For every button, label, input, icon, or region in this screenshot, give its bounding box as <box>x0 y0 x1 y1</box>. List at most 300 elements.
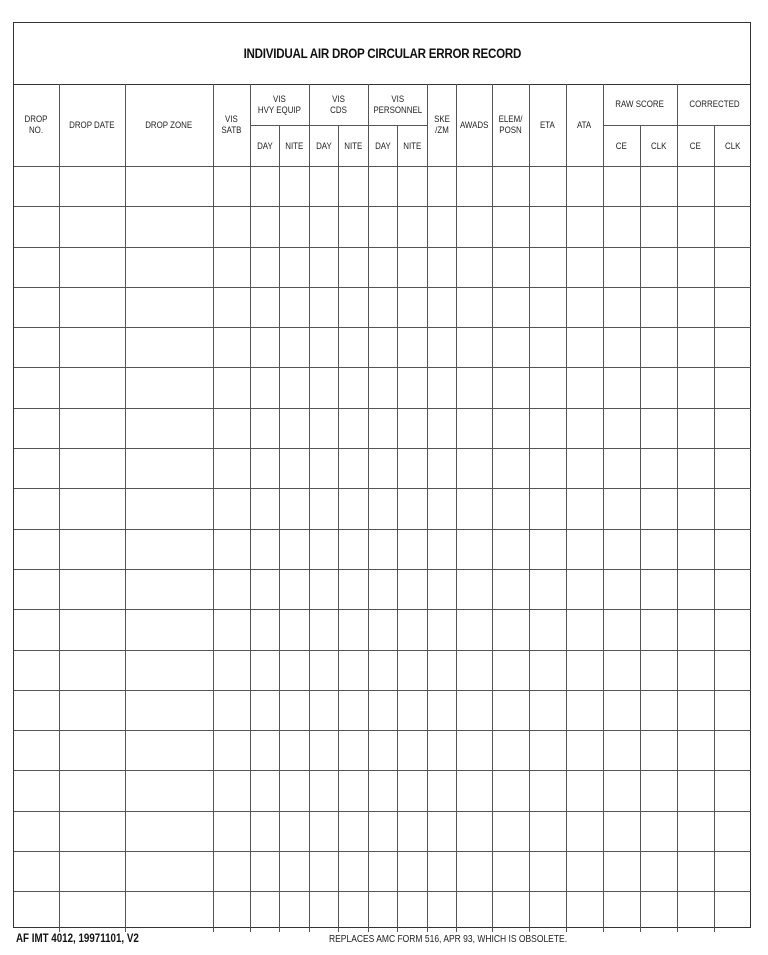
cell-eta[interactable] <box>529 328 566 368</box>
cell-ata[interactable] <box>566 650 603 690</box>
cell-ske-zm[interactable] <box>427 690 456 730</box>
cell-corrected-clk[interactable] <box>714 408 751 448</box>
cell-cds-day[interactable] <box>309 569 338 609</box>
cell-drop-zone[interactable] <box>125 449 213 489</box>
cell-raw-clk[interactable] <box>640 408 677 448</box>
cell-vis-satb[interactable] <box>213 328 250 368</box>
cell-drop-zone[interactable] <box>125 852 213 892</box>
cell-cds-nite[interactable] <box>338 408 368 448</box>
cell-personnel-nite[interactable] <box>397 489 427 529</box>
cell-cds-day[interactable] <box>309 207 338 247</box>
cell-cds-nite[interactable] <box>338 529 368 569</box>
cell-eta[interactable] <box>529 489 566 529</box>
cell-drop-date[interactable] <box>59 489 125 529</box>
cell-personnel-nite[interactable] <box>397 852 427 892</box>
cell-drop-no[interactable] <box>14 449 59 489</box>
cell-corrected-clk[interactable] <box>714 690 751 730</box>
cell-ata[interactable] <box>566 489 603 529</box>
cell-awads[interactable] <box>456 610 492 650</box>
cell-elem-posn[interactable] <box>492 771 529 811</box>
cell-personnel-nite[interactable] <box>397 368 427 408</box>
cell-drop-no[interactable] <box>14 852 59 892</box>
cell-cds-nite[interactable] <box>338 771 368 811</box>
cell-cds-day[interactable] <box>309 731 338 771</box>
cell-hvy-equip-day[interactable] <box>250 731 279 771</box>
cell-awads[interactable] <box>456 368 492 408</box>
cell-personnel-day[interactable] <box>368 610 397 650</box>
cell-corrected-ce[interactable] <box>677 449 714 489</box>
cell-awads[interactable] <box>456 690 492 730</box>
cell-raw-ce[interactable] <box>603 408 640 448</box>
cell-ske-zm[interactable] <box>427 892 456 932</box>
cell-ata[interactable] <box>566 529 603 569</box>
cell-ata[interactable] <box>566 690 603 730</box>
cell-drop-no[interactable] <box>14 892 59 932</box>
cell-drop-zone[interactable] <box>125 408 213 448</box>
cell-elem-posn[interactable] <box>492 328 529 368</box>
cell-ske-zm[interactable] <box>427 731 456 771</box>
cell-awads[interactable] <box>456 408 492 448</box>
cell-eta[interactable] <box>529 731 566 771</box>
cell-corrected-ce[interactable] <box>677 368 714 408</box>
cell-raw-clk[interactable] <box>640 449 677 489</box>
cell-personnel-nite[interactable] <box>397 610 427 650</box>
cell-eta[interactable] <box>529 650 566 690</box>
cell-awads[interactable] <box>456 207 492 247</box>
cell-drop-no[interactable] <box>14 287 59 327</box>
cell-drop-no[interactable] <box>14 247 59 287</box>
cell-ske-zm[interactable] <box>427 811 456 851</box>
cell-drop-zone[interactable] <box>125 489 213 529</box>
cell-awads[interactable] <box>456 247 492 287</box>
cell-raw-ce[interactable] <box>603 529 640 569</box>
cell-hvy-equip-nite[interactable] <box>279 408 309 448</box>
cell-awads[interactable] <box>456 489 492 529</box>
cell-vis-satb[interactable] <box>213 529 250 569</box>
cell-corrected-clk[interactable] <box>714 771 751 811</box>
cell-eta[interactable] <box>529 167 566 207</box>
cell-elem-posn[interactable] <box>492 167 529 207</box>
cell-corrected-clk[interactable] <box>714 569 751 609</box>
cell-eta[interactable] <box>529 368 566 408</box>
cell-drop-date[interactable] <box>59 811 125 851</box>
cell-vis-satb[interactable] <box>213 207 250 247</box>
cell-hvy-equip-nite[interactable] <box>279 690 309 730</box>
cell-raw-clk[interactable] <box>640 852 677 892</box>
cell-elem-posn[interactable] <box>492 449 529 489</box>
cell-raw-clk[interactable] <box>640 368 677 408</box>
cell-eta[interactable] <box>529 771 566 811</box>
cell-corrected-clk[interactable] <box>714 852 751 892</box>
cell-hvy-equip-day[interactable] <box>250 489 279 529</box>
cell-raw-ce[interactable] <box>603 287 640 327</box>
cell-awads[interactable] <box>456 167 492 207</box>
cell-cds-nite[interactable] <box>338 167 368 207</box>
cell-elem-posn[interactable] <box>492 529 529 569</box>
cell-hvy-equip-nite[interactable] <box>279 852 309 892</box>
cell-vis-satb[interactable] <box>213 489 250 529</box>
cell-elem-posn[interactable] <box>492 368 529 408</box>
cell-corrected-clk[interactable] <box>714 449 751 489</box>
cell-drop-date[interactable] <box>59 731 125 771</box>
cell-cds-day[interactable] <box>309 610 338 650</box>
cell-personnel-nite[interactable] <box>397 650 427 690</box>
cell-eta[interactable] <box>529 247 566 287</box>
cell-drop-no[interactable] <box>14 207 59 247</box>
cell-eta[interactable] <box>529 690 566 730</box>
cell-drop-no[interactable] <box>14 328 59 368</box>
cell-cds-nite[interactable] <box>338 731 368 771</box>
cell-awads[interactable] <box>456 731 492 771</box>
cell-drop-date[interactable] <box>59 167 125 207</box>
cell-raw-clk[interactable] <box>640 690 677 730</box>
cell-cds-day[interactable] <box>309 328 338 368</box>
cell-drop-no[interactable] <box>14 690 59 730</box>
cell-vis-satb[interactable] <box>213 167 250 207</box>
cell-cds-nite[interactable] <box>338 610 368 650</box>
cell-elem-posn[interactable] <box>492 650 529 690</box>
cell-vis-satb[interactable] <box>213 368 250 408</box>
cell-corrected-clk[interactable] <box>714 892 751 932</box>
cell-elem-posn[interactable] <box>492 852 529 892</box>
cell-corrected-clk[interactable] <box>714 610 751 650</box>
cell-ske-zm[interactable] <box>427 287 456 327</box>
cell-cds-nite[interactable] <box>338 811 368 851</box>
cell-raw-ce[interactable] <box>603 610 640 650</box>
cell-personnel-day[interactable] <box>368 650 397 690</box>
cell-vis-satb[interactable] <box>213 408 250 448</box>
cell-drop-no[interactable] <box>14 771 59 811</box>
cell-cds-day[interactable] <box>309 771 338 811</box>
cell-cds-day[interactable] <box>309 690 338 730</box>
cell-corrected-clk[interactable] <box>714 731 751 771</box>
cell-ata[interactable] <box>566 328 603 368</box>
cell-awads[interactable] <box>456 287 492 327</box>
cell-raw-ce[interactable] <box>603 650 640 690</box>
cell-drop-no[interactable] <box>14 489 59 529</box>
cell-vis-satb[interactable] <box>213 287 250 327</box>
cell-hvy-equip-nite[interactable] <box>279 731 309 771</box>
cell-hvy-equip-day[interactable] <box>250 207 279 247</box>
cell-eta[interactable] <box>529 287 566 327</box>
cell-personnel-day[interactable] <box>368 167 397 207</box>
cell-ske-zm[interactable] <box>427 207 456 247</box>
cell-raw-ce[interactable] <box>603 207 640 247</box>
cell-corrected-clk[interactable] <box>714 287 751 327</box>
cell-ata[interactable] <box>566 569 603 609</box>
cell-personnel-day[interactable] <box>368 690 397 730</box>
cell-raw-ce[interactable] <box>603 690 640 730</box>
cell-corrected-clk[interactable] <box>714 247 751 287</box>
cell-personnel-nite[interactable] <box>397 449 427 489</box>
cell-corrected-ce[interactable] <box>677 529 714 569</box>
cell-awads[interactable] <box>456 650 492 690</box>
cell-vis-satb[interactable] <box>213 569 250 609</box>
cell-eta[interactable] <box>529 408 566 448</box>
cell-corrected-clk[interactable] <box>714 529 751 569</box>
cell-drop-date[interactable] <box>59 892 125 932</box>
cell-raw-clk[interactable] <box>640 287 677 327</box>
cell-corrected-ce[interactable] <box>677 489 714 529</box>
cell-ata[interactable] <box>566 449 603 489</box>
cell-ske-zm[interactable] <box>427 569 456 609</box>
cell-drop-no[interactable] <box>14 811 59 851</box>
cell-hvy-equip-day[interactable] <box>250 610 279 650</box>
cell-ata[interactable] <box>566 247 603 287</box>
cell-raw-clk[interactable] <box>640 731 677 771</box>
cell-hvy-equip-nite[interactable] <box>279 328 309 368</box>
cell-drop-zone[interactable] <box>125 569 213 609</box>
cell-cds-day[interactable] <box>309 408 338 448</box>
cell-raw-clk[interactable] <box>640 489 677 529</box>
cell-raw-ce[interactable] <box>603 167 640 207</box>
cell-personnel-day[interactable] <box>368 569 397 609</box>
cell-personnel-nite[interactable] <box>397 328 427 368</box>
cell-ske-zm[interactable] <box>427 852 456 892</box>
cell-ata[interactable] <box>566 610 603 650</box>
cell-raw-ce[interactable] <box>603 852 640 892</box>
cell-personnel-nite[interactable] <box>397 690 427 730</box>
cell-raw-ce[interactable] <box>603 328 640 368</box>
cell-corrected-ce[interactable] <box>677 892 714 932</box>
cell-ata[interactable] <box>566 207 603 247</box>
cell-corrected-ce[interactable] <box>677 569 714 609</box>
cell-drop-no[interactable] <box>14 408 59 448</box>
cell-eta[interactable] <box>529 529 566 569</box>
cell-personnel-nite[interactable] <box>397 247 427 287</box>
cell-elem-posn[interactable] <box>492 287 529 327</box>
cell-hvy-equip-nite[interactable] <box>279 569 309 609</box>
cell-elem-posn[interactable] <box>492 731 529 771</box>
cell-corrected-ce[interactable] <box>677 328 714 368</box>
cell-personnel-day[interactable] <box>368 207 397 247</box>
cell-personnel-day[interactable] <box>368 731 397 771</box>
cell-corrected-ce[interactable] <box>677 207 714 247</box>
cell-ata[interactable] <box>566 852 603 892</box>
cell-ata[interactable] <box>566 811 603 851</box>
cell-drop-no[interactable] <box>14 610 59 650</box>
cell-hvy-equip-day[interactable] <box>250 408 279 448</box>
cell-drop-date[interactable] <box>59 529 125 569</box>
cell-drop-zone[interactable] <box>125 731 213 771</box>
cell-drop-zone[interactable] <box>125 167 213 207</box>
cell-personnel-nite[interactable] <box>397 167 427 207</box>
cell-cds-nite[interactable] <box>338 207 368 247</box>
cell-personnel-nite[interactable] <box>397 771 427 811</box>
cell-cds-nite[interactable] <box>338 852 368 892</box>
cell-drop-no[interactable] <box>14 650 59 690</box>
cell-personnel-nite[interactable] <box>397 892 427 932</box>
cell-corrected-clk[interactable] <box>714 368 751 408</box>
cell-personnel-day[interactable] <box>368 287 397 327</box>
cell-vis-satb[interactable] <box>213 731 250 771</box>
cell-cds-nite[interactable] <box>338 287 368 327</box>
cell-elem-posn[interactable] <box>492 569 529 609</box>
cell-cds-nite[interactable] <box>338 247 368 287</box>
cell-personnel-day[interactable] <box>368 449 397 489</box>
cell-awads[interactable] <box>456 852 492 892</box>
cell-corrected-ce[interactable] <box>677 247 714 287</box>
cell-raw-ce[interactable] <box>603 449 640 489</box>
cell-corrected-clk[interactable] <box>714 811 751 851</box>
cell-hvy-equip-nite[interactable] <box>279 771 309 811</box>
cell-drop-no[interactable] <box>14 167 59 207</box>
cell-awads[interactable] <box>456 449 492 489</box>
cell-raw-clk[interactable] <box>640 167 677 207</box>
cell-cds-day[interactable] <box>309 449 338 489</box>
cell-corrected-ce[interactable] <box>677 771 714 811</box>
cell-drop-no[interactable] <box>14 529 59 569</box>
cell-hvy-equip-nite[interactable] <box>279 650 309 690</box>
cell-cds-nite[interactable] <box>338 328 368 368</box>
cell-ske-zm[interactable] <box>427 368 456 408</box>
cell-corrected-ce[interactable] <box>677 408 714 448</box>
cell-raw-clk[interactable] <box>640 771 677 811</box>
cell-personnel-day[interactable] <box>368 892 397 932</box>
cell-personnel-day[interactable] <box>368 529 397 569</box>
cell-corrected-ce[interactable] <box>677 650 714 690</box>
cell-cds-day[interactable] <box>309 167 338 207</box>
cell-drop-no[interactable] <box>14 368 59 408</box>
cell-ata[interactable] <box>566 892 603 932</box>
cell-ske-zm[interactable] <box>427 408 456 448</box>
cell-raw-ce[interactable] <box>603 771 640 811</box>
cell-ata[interactable] <box>566 408 603 448</box>
cell-drop-zone[interactable] <box>125 690 213 730</box>
cell-corrected-ce[interactable] <box>677 731 714 771</box>
cell-cds-day[interactable] <box>309 852 338 892</box>
cell-raw-ce[interactable] <box>603 892 640 932</box>
cell-personnel-nite[interactable] <box>397 731 427 771</box>
cell-hvy-equip-nite[interactable] <box>279 247 309 287</box>
cell-cds-nite[interactable] <box>338 489 368 529</box>
cell-drop-zone[interactable] <box>125 650 213 690</box>
cell-hvy-equip-nite[interactable] <box>279 892 309 932</box>
cell-raw-clk[interactable] <box>640 650 677 690</box>
cell-drop-date[interactable] <box>59 287 125 327</box>
cell-raw-clk[interactable] <box>640 529 677 569</box>
cell-ata[interactable] <box>566 167 603 207</box>
cell-personnel-nite[interactable] <box>397 207 427 247</box>
cell-cds-day[interactable] <box>309 287 338 327</box>
cell-eta[interactable] <box>529 610 566 650</box>
cell-personnel-day[interactable] <box>368 328 397 368</box>
cell-drop-zone[interactable] <box>125 368 213 408</box>
cell-hvy-equip-day[interactable] <box>250 650 279 690</box>
cell-cds-nite[interactable] <box>338 449 368 489</box>
cell-awads[interactable] <box>456 529 492 569</box>
cell-hvy-equip-nite[interactable] <box>279 167 309 207</box>
cell-hvy-equip-nite[interactable] <box>279 449 309 489</box>
cell-drop-date[interactable] <box>59 690 125 730</box>
cell-vis-satb[interactable] <box>213 892 250 932</box>
cell-elem-posn[interactable] <box>492 247 529 287</box>
cell-awads[interactable] <box>456 811 492 851</box>
cell-personnel-day[interactable] <box>368 771 397 811</box>
cell-ata[interactable] <box>566 771 603 811</box>
cell-cds-nite[interactable] <box>338 690 368 730</box>
cell-elem-posn[interactable] <box>492 690 529 730</box>
cell-raw-ce[interactable] <box>603 569 640 609</box>
cell-hvy-equip-day[interactable] <box>250 247 279 287</box>
cell-eta[interactable] <box>529 811 566 851</box>
cell-drop-zone[interactable] <box>125 287 213 327</box>
cell-cds-day[interactable] <box>309 650 338 690</box>
cell-raw-ce[interactable] <box>603 811 640 851</box>
cell-raw-clk[interactable] <box>640 247 677 287</box>
cell-drop-date[interactable] <box>59 368 125 408</box>
cell-personnel-nite[interactable] <box>397 811 427 851</box>
cell-personnel-nite[interactable] <box>397 529 427 569</box>
cell-drop-date[interactable] <box>59 852 125 892</box>
cell-hvy-equip-nite[interactable] <box>279 811 309 851</box>
cell-raw-clk[interactable] <box>640 811 677 851</box>
cell-raw-ce[interactable] <box>603 731 640 771</box>
cell-elem-posn[interactable] <box>492 489 529 529</box>
cell-hvy-equip-day[interactable] <box>250 328 279 368</box>
cell-hvy-equip-nite[interactable] <box>279 368 309 408</box>
cell-cds-nite[interactable] <box>338 368 368 408</box>
cell-corrected-ce[interactable] <box>677 690 714 730</box>
cell-personnel-nite[interactable] <box>397 569 427 609</box>
cell-ske-zm[interactable] <box>427 449 456 489</box>
cell-cds-day[interactable] <box>309 892 338 932</box>
cell-ske-zm[interactable] <box>427 529 456 569</box>
cell-drop-date[interactable] <box>59 247 125 287</box>
cell-hvy-equip-nite[interactable] <box>279 529 309 569</box>
cell-cds-day[interactable] <box>309 368 338 408</box>
cell-eta[interactable] <box>529 892 566 932</box>
cell-awads[interactable] <box>456 569 492 609</box>
cell-ske-zm[interactable] <box>427 489 456 529</box>
cell-drop-date[interactable] <box>59 207 125 247</box>
cell-drop-zone[interactable] <box>125 207 213 247</box>
cell-ske-zm[interactable] <box>427 771 456 811</box>
cell-corrected-clk[interactable] <box>714 167 751 207</box>
cell-ske-zm[interactable] <box>427 328 456 368</box>
cell-personnel-day[interactable] <box>368 811 397 851</box>
cell-drop-date[interactable] <box>59 328 125 368</box>
cell-raw-ce[interactable] <box>603 368 640 408</box>
cell-cds-day[interactable] <box>309 811 338 851</box>
cell-elem-posn[interactable] <box>492 811 529 851</box>
cell-cds-nite[interactable] <box>338 569 368 609</box>
cell-eta[interactable] <box>529 207 566 247</box>
cell-drop-zone[interactable] <box>125 610 213 650</box>
cell-raw-clk[interactable] <box>640 569 677 609</box>
cell-drop-zone[interactable] <box>125 771 213 811</box>
cell-vis-satb[interactable] <box>213 610 250 650</box>
cell-drop-date[interactable] <box>59 650 125 690</box>
cell-corrected-clk[interactable] <box>714 489 751 529</box>
cell-vis-satb[interactable] <box>213 852 250 892</box>
cell-drop-date[interactable] <box>59 610 125 650</box>
cell-personnel-day[interactable] <box>368 489 397 529</box>
cell-drop-no[interactable] <box>14 731 59 771</box>
cell-cds-day[interactable] <box>309 529 338 569</box>
cell-corrected-ce[interactable] <box>677 610 714 650</box>
cell-ata[interactable] <box>566 287 603 327</box>
cell-vis-satb[interactable] <box>213 771 250 811</box>
cell-cds-nite[interactable] <box>338 650 368 690</box>
cell-vis-satb[interactable] <box>213 690 250 730</box>
cell-corrected-clk[interactable] <box>714 328 751 368</box>
cell-drop-zone[interactable] <box>125 328 213 368</box>
cell-hvy-equip-day[interactable] <box>250 690 279 730</box>
cell-hvy-equip-day[interactable] <box>250 811 279 851</box>
cell-cds-day[interactable] <box>309 489 338 529</box>
cell-drop-date[interactable] <box>59 449 125 489</box>
